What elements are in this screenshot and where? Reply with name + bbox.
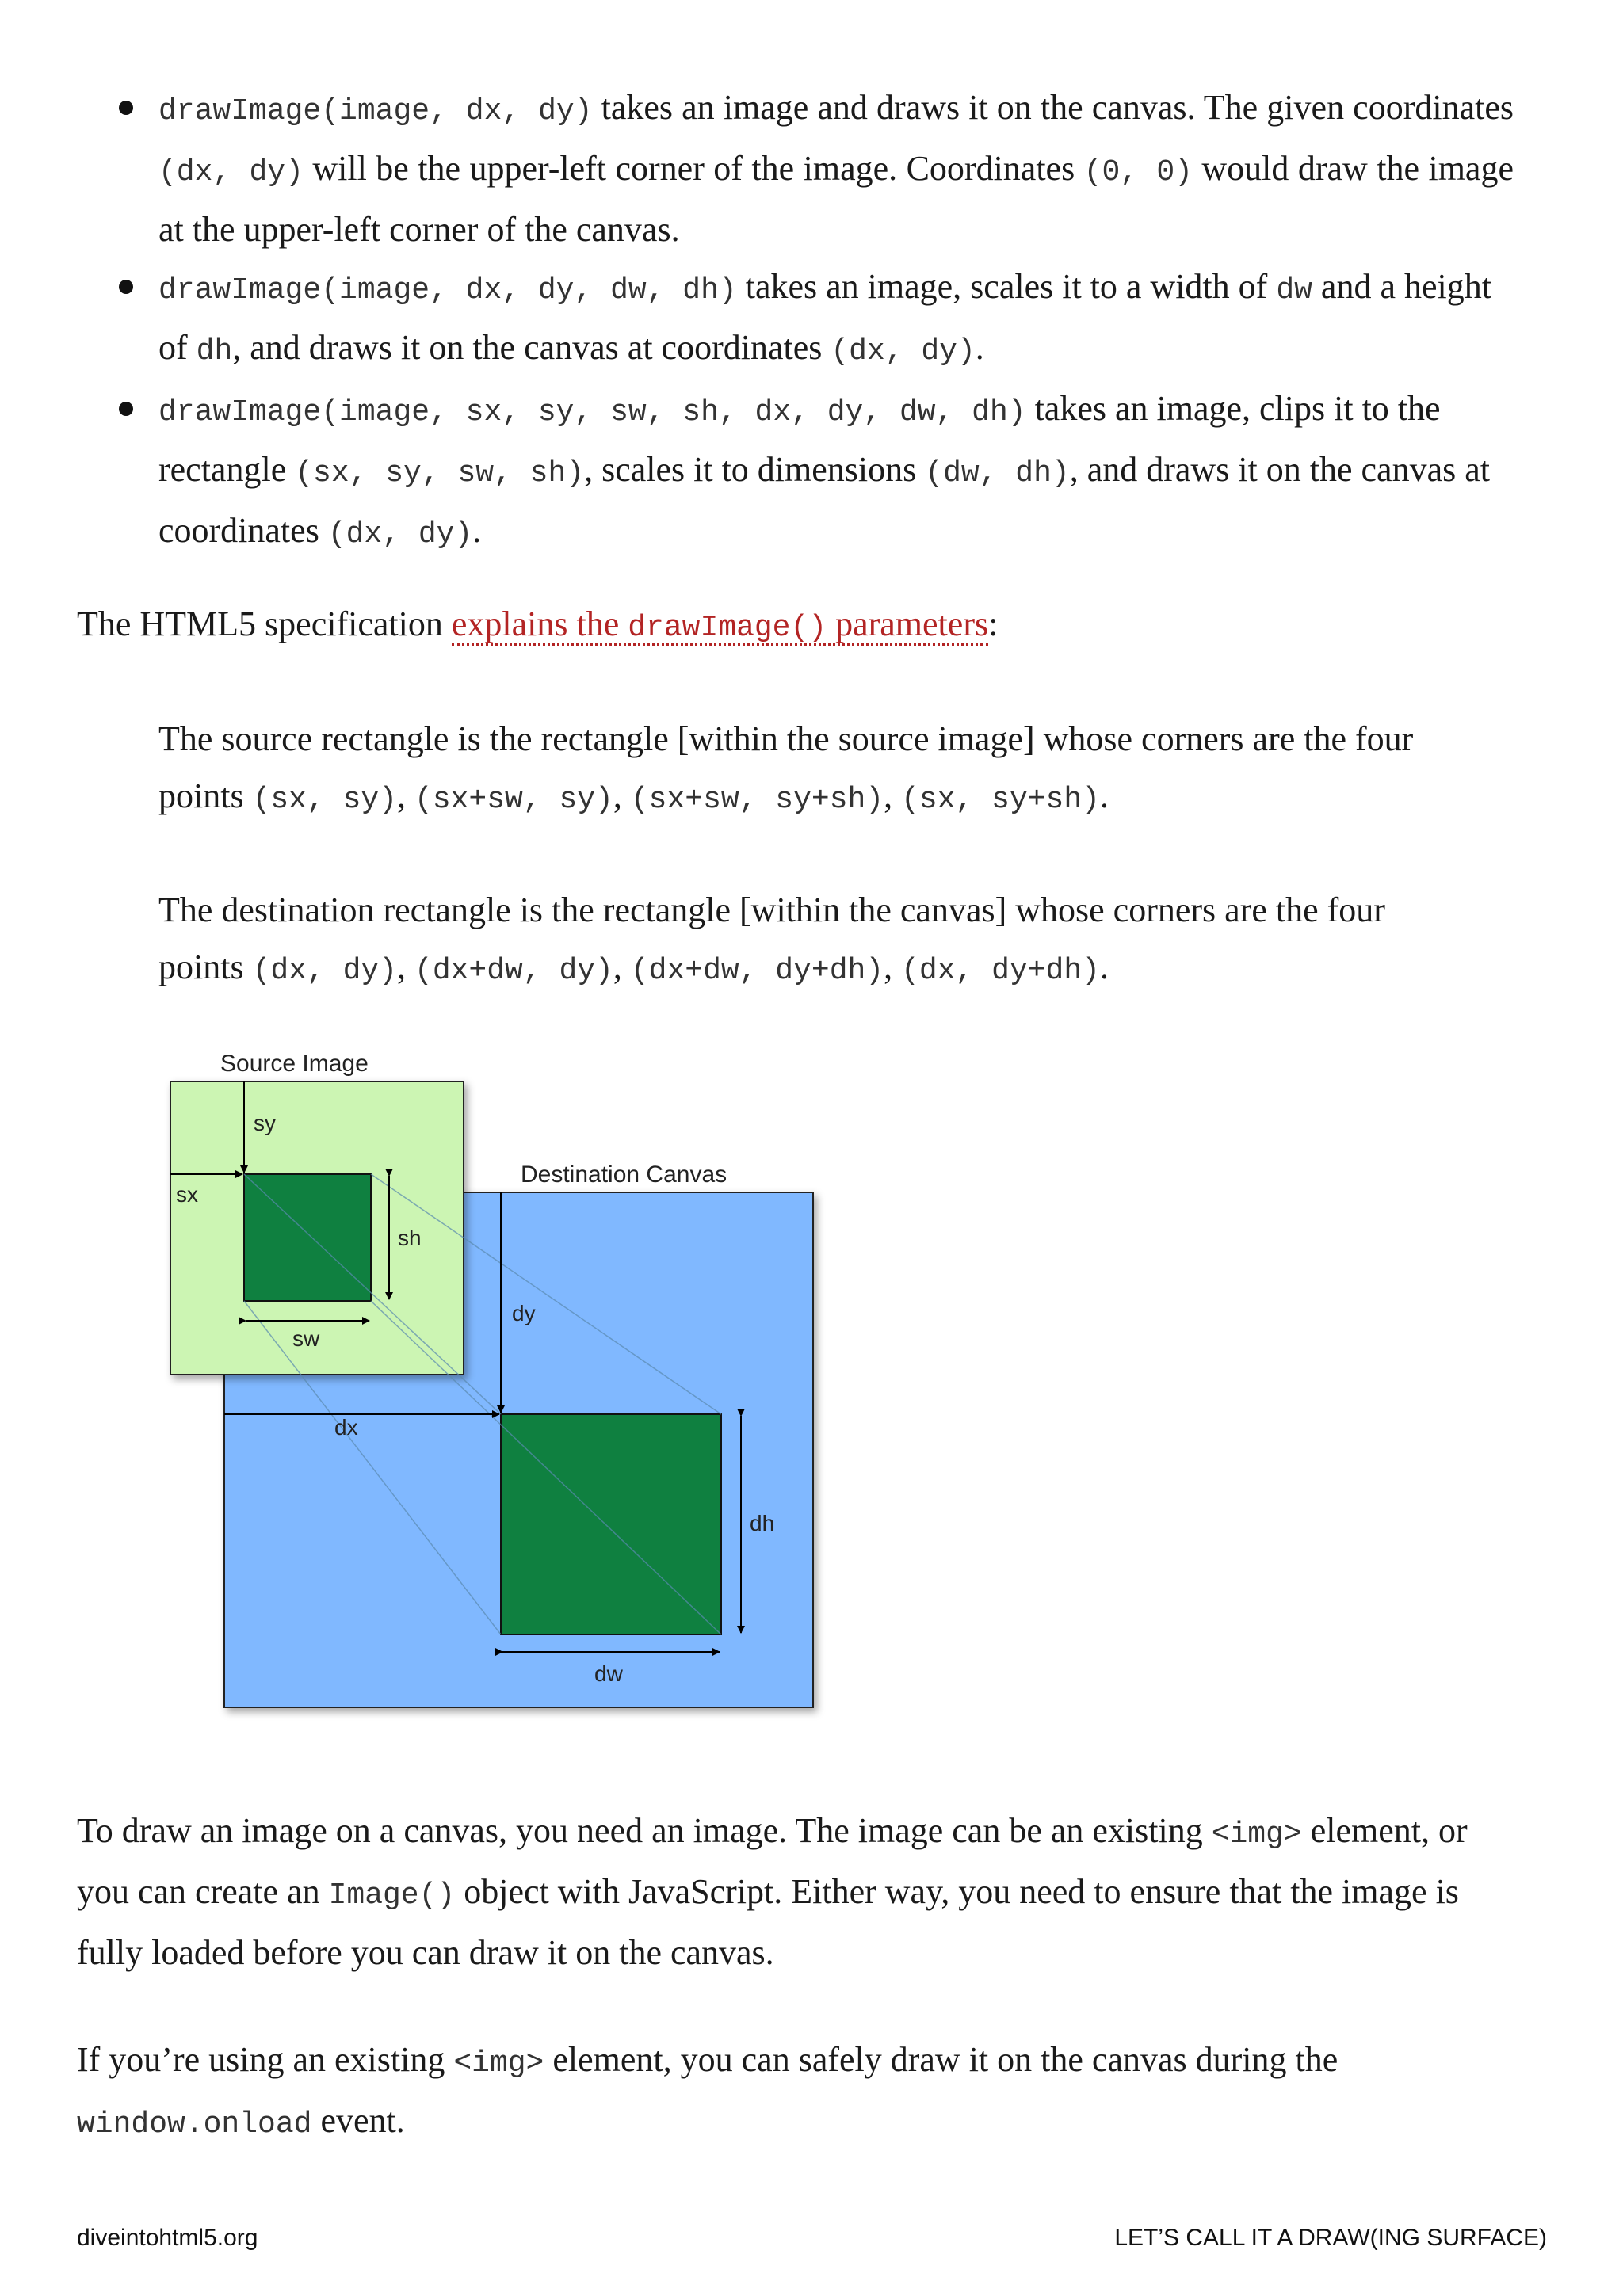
sx-label: sx bbox=[176, 1182, 198, 1207]
window-onload-paragraph bbox=[77, 2031, 1519, 2153]
paragraph-text: element, you can safely draw it on the canvas during the bbox=[544, 2040, 1338, 2079]
item-text: . bbox=[975, 328, 984, 367]
inline-code: window.onload bbox=[77, 2107, 312, 2142]
destination-canvas-label: Destination Canvas bbox=[521, 1161, 727, 1188]
item-text: and a height of bbox=[158, 267, 1491, 367]
dx-label: dx bbox=[334, 1415, 358, 1440]
inline-code: (dx, dy) bbox=[252, 954, 398, 988]
bullet-icon bbox=[119, 280, 133, 294]
inline-code: (dx, dy) bbox=[327, 517, 473, 551]
source-image-label: Source Image bbox=[220, 1051, 369, 1077]
diagram-svg bbox=[158, 1042, 840, 1739]
inline-code: (sx, sy+sh) bbox=[901, 783, 1100, 817]
item-text: takes an image, clips it to the rectangle bbox=[158, 389, 1441, 489]
code-signature: drawImage(image, dx, dy) bbox=[158, 94, 593, 128]
item-text: would draw the image at the upper-left corner of the canvas. bbox=[158, 149, 1514, 249]
drawimage-parameters-diagram bbox=[158, 1042, 840, 1739]
inline-code: (dx, dy) bbox=[158, 155, 304, 189]
inline-code: (sx, sy, sw, sh) bbox=[295, 456, 585, 490]
spec-link[interactable]: explains the drawImage() parameters bbox=[451, 605, 989, 645]
list-item bbox=[158, 258, 1514, 380]
dh-label: dh bbox=[750, 1511, 775, 1535]
paragraph-text: event. bbox=[311, 2101, 405, 2140]
spec-intro-paragraph bbox=[77, 596, 998, 657]
item-text: takes an image, scales it to a width of bbox=[736, 267, 1277, 306]
sw-label: sw bbox=[292, 1326, 320, 1351]
inline-code: (dx+dw, dy) bbox=[414, 954, 613, 988]
inline-code: (sx+sw, sy) bbox=[414, 783, 613, 817]
item-text: , and draws it on the canvas at coordinates bbox=[232, 328, 831, 367]
code-signature: drawImage(image, dx, dy, dw, dh) bbox=[158, 273, 737, 307]
item-text: . bbox=[472, 511, 482, 550]
footer-chapter-title: LET’S CALL IT A DRAW(ING SURFACE) bbox=[1114, 2225, 1547, 2251]
inline-code: (dx+dw, dy+dh) bbox=[630, 954, 884, 988]
inline-code: dh bbox=[196, 334, 233, 368]
footer-site: diveintohtml5.org bbox=[77, 2225, 258, 2251]
source-clip-rect bbox=[244, 1174, 371, 1301]
inline-code: (sx+sw, sy+sh) bbox=[630, 783, 884, 817]
inline-code: <img> bbox=[453, 2046, 544, 2081]
item-text: , and draws it on the canvas at coordinates bbox=[158, 450, 1490, 550]
paragraph-text: The HTML5 specification bbox=[77, 605, 452, 643]
item-text: , scales it to dimensions bbox=[584, 450, 926, 489]
image-requirement-paragraph bbox=[77, 1802, 1519, 1981]
quote-text: The source rectangle is the rectangle [within the source image] whose corners are the four points bbox=[158, 719, 1414, 815]
paragraph-text: element, or you can create an bbox=[77, 1811, 1468, 1911]
sh-label: sh bbox=[398, 1226, 422, 1250]
code-signature: drawImage(image, sx, sy, sw, sh, dx, dy, dw, dh) bbox=[158, 395, 1026, 429]
paragraph-text: To draw an image on a canvas, you need an image. The image can be an existing bbox=[77, 1811, 1212, 1850]
paragraph-text: If you’re using an existing bbox=[77, 2040, 454, 2079]
inline-code: dw bbox=[1276, 273, 1312, 307]
dw-label: dw bbox=[594, 1661, 623, 1686]
quote-text: The destination rectangle is the rectangle [within the canvas] whose corners are the four points bbox=[158, 891, 1385, 986]
bullet-icon bbox=[119, 402, 133, 416]
inline-code: Image() bbox=[328, 1878, 456, 1913]
inline-code: (dx, dy) bbox=[831, 334, 976, 368]
paragraph-text: : bbox=[988, 605, 999, 643]
inline-code: (0, 0) bbox=[1083, 155, 1193, 189]
dest-rect-quote: The destination rectangle is the rectangle [within the canvas] whose corners are the four points (dx, dy), (dx+dw, dy), (dx+dw, dy+dh), (dx, dy+dh). bbox=[158, 891, 1385, 988]
inline-code: <img> bbox=[1211, 1817, 1302, 1852]
drawimage-variants-list bbox=[158, 79, 1514, 563]
list-item bbox=[158, 79, 1514, 258]
list-item bbox=[158, 380, 1514, 563]
sy-label: sy bbox=[254, 1111, 276, 1135]
bullet-icon bbox=[119, 101, 133, 115]
item-text: will be the upper-left corner of the image. Coordinates bbox=[303, 149, 1084, 188]
dy-label: dy bbox=[512, 1301, 536, 1325]
inline-code: (dw, dh) bbox=[925, 456, 1070, 490]
inline-code: (sx, sy) bbox=[252, 783, 398, 817]
item-text: takes an image and draws it on the canvas. The given coordinates bbox=[592, 88, 1514, 127]
paragraph-text: object with JavaScript. Either way, you need to ensure that the image is fully loaded before you can draw it on the canvas. bbox=[77, 1872, 1459, 1972]
source-rect-quote: The source rectangle is the rectangle [within the source image] whose corners are the four points (sx, sy), (sx+sw, sy), (sx+sw, sy+sh), (sx, sy+sh). bbox=[158, 719, 1414, 817]
inline-code: (dx, dy+dh) bbox=[901, 954, 1100, 988]
destination-image-rect bbox=[501, 1414, 721, 1634]
